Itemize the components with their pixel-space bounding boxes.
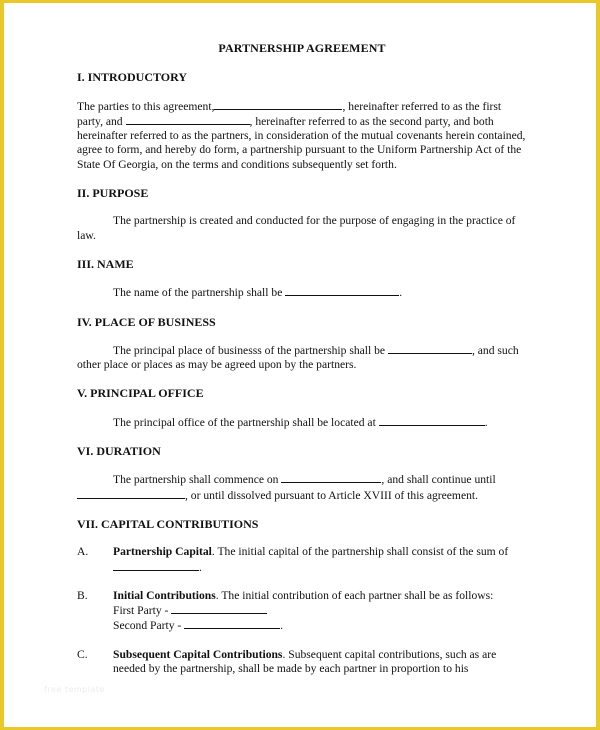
section-text-name: The name of the partnership shall be . xyxy=(113,286,403,300)
section-text-place-of-business: The principal place of businesss of the partnership shall be , and such other place or places as may be agreed upon by the partners. xyxy=(77,343,519,372)
item-letter: B. xyxy=(77,588,88,602)
section-heading-introductory: I. INTRODUCTORY xyxy=(77,70,188,85)
item-title: Partnership Capital xyxy=(113,545,212,559)
item-body: Partnership Capital. The initial capital of the partnership shall consist of the sum of . xyxy=(113,545,509,574)
section-heading-place-of-business: IV. PLACE OF BUSINESS xyxy=(77,314,216,329)
second-party-contribution-blank[interactable] xyxy=(184,618,280,629)
section-heading-principal-office: V. PRINCIPAL OFFICE xyxy=(77,386,204,401)
second-party-blank[interactable] xyxy=(126,114,250,125)
section-heading-purpose: II. PURPOSE xyxy=(77,186,149,201)
commence-date-blank[interactable] xyxy=(281,472,381,483)
section-heading-duration: VI. DURATION xyxy=(77,444,161,459)
partnership-name-blank[interactable] xyxy=(285,285,399,296)
section-heading-capital-contributions: VII. CAPITAL CONTRIBUTIONS xyxy=(77,516,259,531)
document-title: PARTNERSHIP AGREEMENT xyxy=(218,41,386,55)
list-item-partnership-capital xyxy=(77,545,527,575)
end-date-blank[interactable] xyxy=(77,488,185,499)
first-party-label: First Party - xyxy=(113,604,169,618)
section-text-principal-office: The principal office of the partnership shall be located at . xyxy=(113,415,488,429)
item-body: Initial Contributions. The initial contribution of each partner shall be as follows: First Party - Second Party - . xyxy=(113,588,494,633)
item-title: Initial Contributions xyxy=(113,588,216,602)
list-item-subsequent-contributions xyxy=(77,648,527,677)
item-letter: A. xyxy=(77,545,89,559)
watermark: free template xyxy=(44,685,105,694)
document-page xyxy=(4,3,596,727)
first-party-contribution-blank[interactable] xyxy=(171,603,267,614)
second-party-label: Second Party - xyxy=(113,619,182,633)
item-title: Subsequent Capital Contributions xyxy=(113,647,283,661)
item-letter: C. xyxy=(77,647,88,661)
section-text-duration: The partnership shall commence on , and shall continue until , or until dissolved pursuant to Article XVIII of this agreement. xyxy=(77,472,527,503)
capital-sum-blank[interactable] xyxy=(113,560,199,571)
section-text-purpose: The partnership is created and conducted for the purpose of engaging in the practice of law. xyxy=(77,214,516,242)
principal-office-blank[interactable] xyxy=(379,415,485,426)
section-heading-name: III. NAME xyxy=(77,256,134,271)
place-of-business-blank[interactable] xyxy=(388,343,472,354)
document-body xyxy=(77,41,527,690)
section-text-introductory: The parties to this agreement, , hereinafter referred to as the first party, and , hereinafter referred to as the second party, and both hereinafter referred to as the partners, in consideration of the mutual covenants herein contained, agree to form, and hereby do form, a partnership pursuant to the Uniform Partnership Act of the State Of Georgia, on the terms and conditions subsequently set forth. xyxy=(77,99,526,171)
item-body: Subsequent Capital Contributions. Subsequent capital contributions, such as are needed by the partnership, shall be made by each partner in proportion to his xyxy=(113,647,497,676)
first-party-blank[interactable] xyxy=(214,99,342,110)
list-item-initial-contributions xyxy=(77,589,527,634)
